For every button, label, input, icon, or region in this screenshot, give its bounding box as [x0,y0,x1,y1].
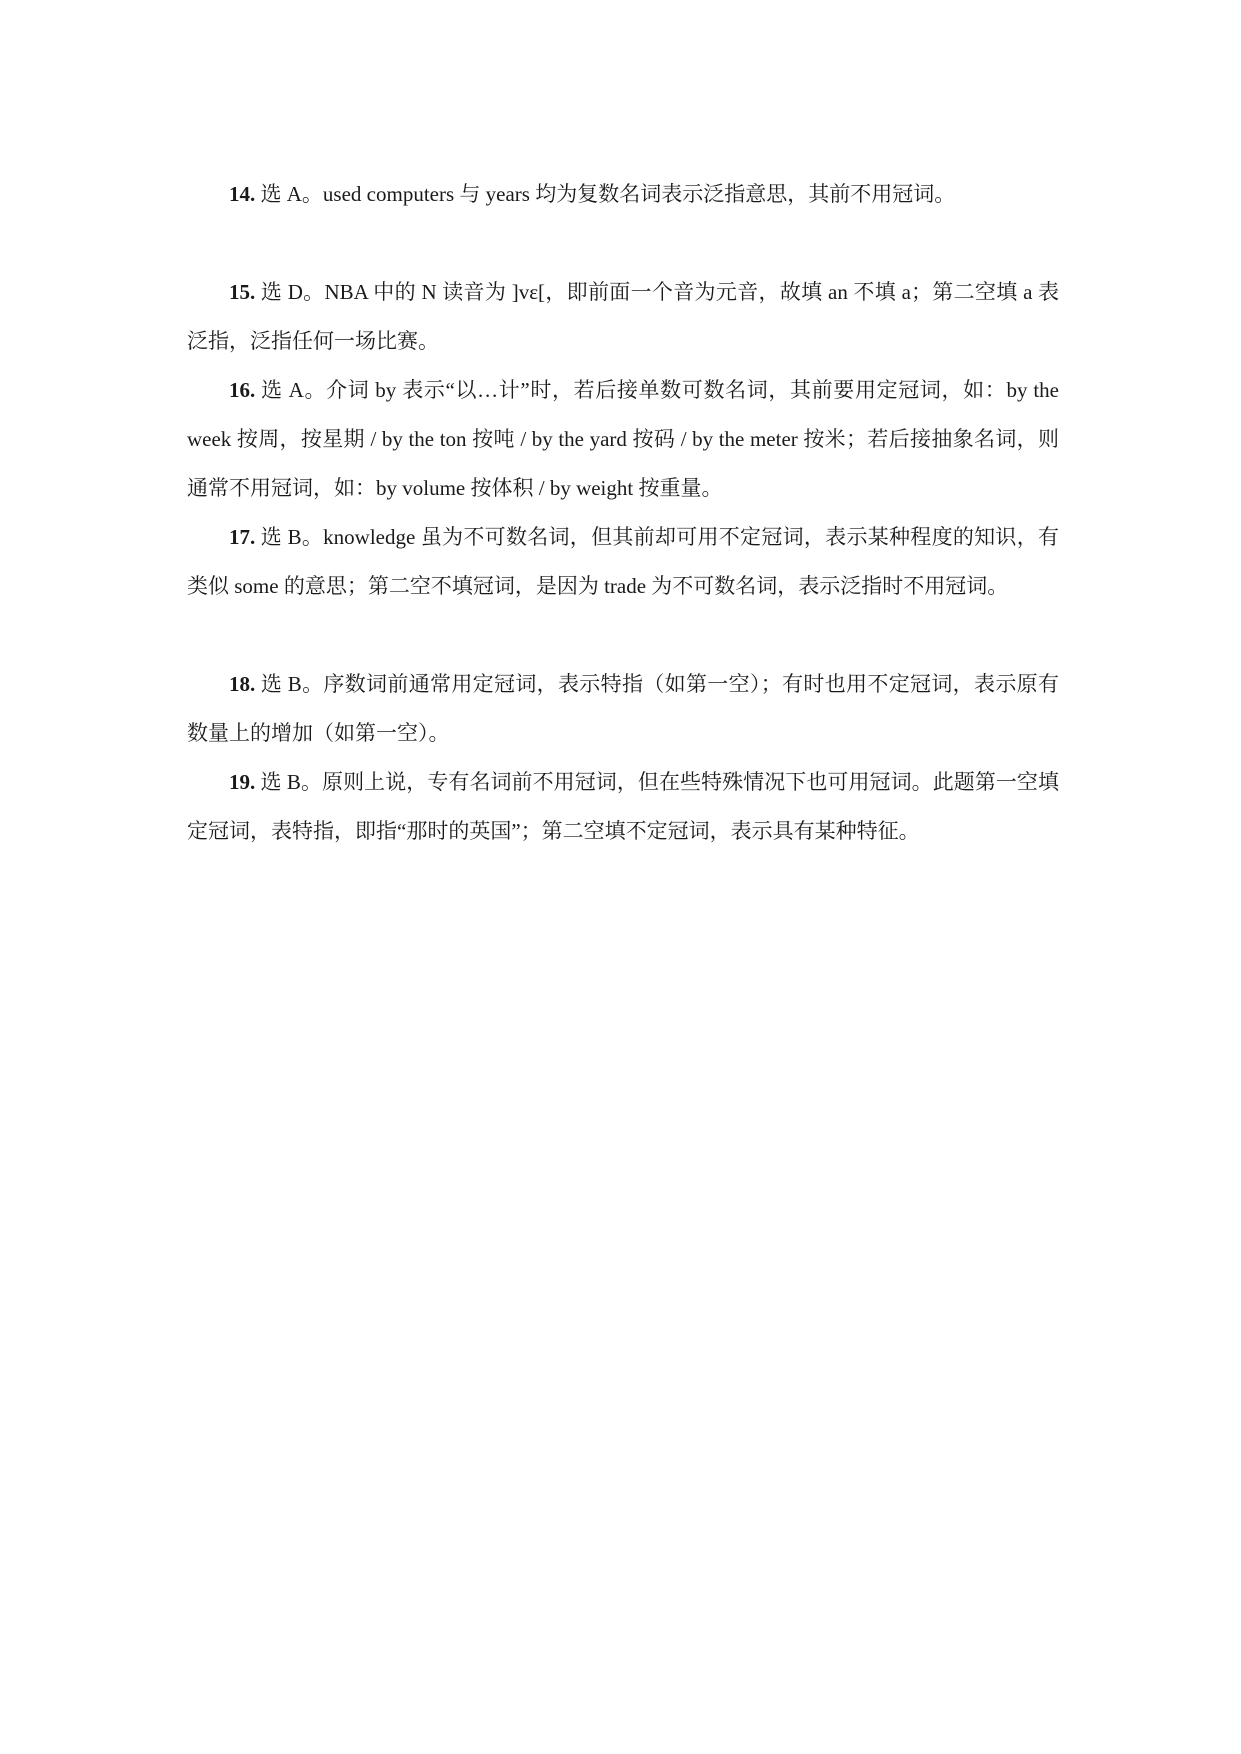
answer-text: 选 B。原则上说，专有名词前不用冠词，但在些特殊情况下也可用冠词。此题第一空填定冠词，表特指，即指“那时的英国”；第二空填不定冠词，表示具有某种特征。 [187,770,1059,843]
answer-text: 选 B。knowledge 虽为不可数名词，但其前却可用不定冠词，表示某种程度的知识，有类似 some 的意思；第二空不填冠词，是因为 trade 为不可数名词，表示泛指时不用冠词。 [187,525,1059,598]
answer-number: 18. [229,672,256,696]
answer-paragraph-14 [187,170,1059,219]
answer-number: 19. [229,770,256,794]
answer-number: 16. [229,378,256,402]
answer-paragraph-16 [187,366,1059,513]
answer-paragraph-17 [187,513,1059,611]
answer-paragraph-18 [187,660,1059,758]
answer-number: 17. [229,525,256,549]
answer-paragraph-15 [187,268,1059,366]
answer-text: 选 D。NBA 中的 N 读音为 ]vɛ[，即前面一个音为元音，故填 an 不填 a；第二空填 a 表泛指，泛指任何一场比赛。 [187,280,1059,353]
answer-number: 15. [229,280,256,304]
answer-text: 选 A。介词 by 表示“以…计”时，若后接单数可数名词，其前要用定冠词，如：by the week 按周，按星期 / by the ton 按吨 / by the yard 按码 / by the meter 按米；若后接抽象名词，则通常不用冠词，如：by volume 按体积 / by weight 按重量。 [187,378,1059,500]
answer-text: 选 A。used computers 与 years 均为复数名词表示泛指意思，其前不用冠词。 [255,182,956,206]
answer-paragraph-19 [187,758,1059,856]
answer-text: 选 B。序数词前通常用定冠词，表示特指（如第一空）；有时也用不定冠词，表示原有数量上的增加（如第一空）。 [187,672,1059,745]
answer-number: 14. [229,182,256,206]
